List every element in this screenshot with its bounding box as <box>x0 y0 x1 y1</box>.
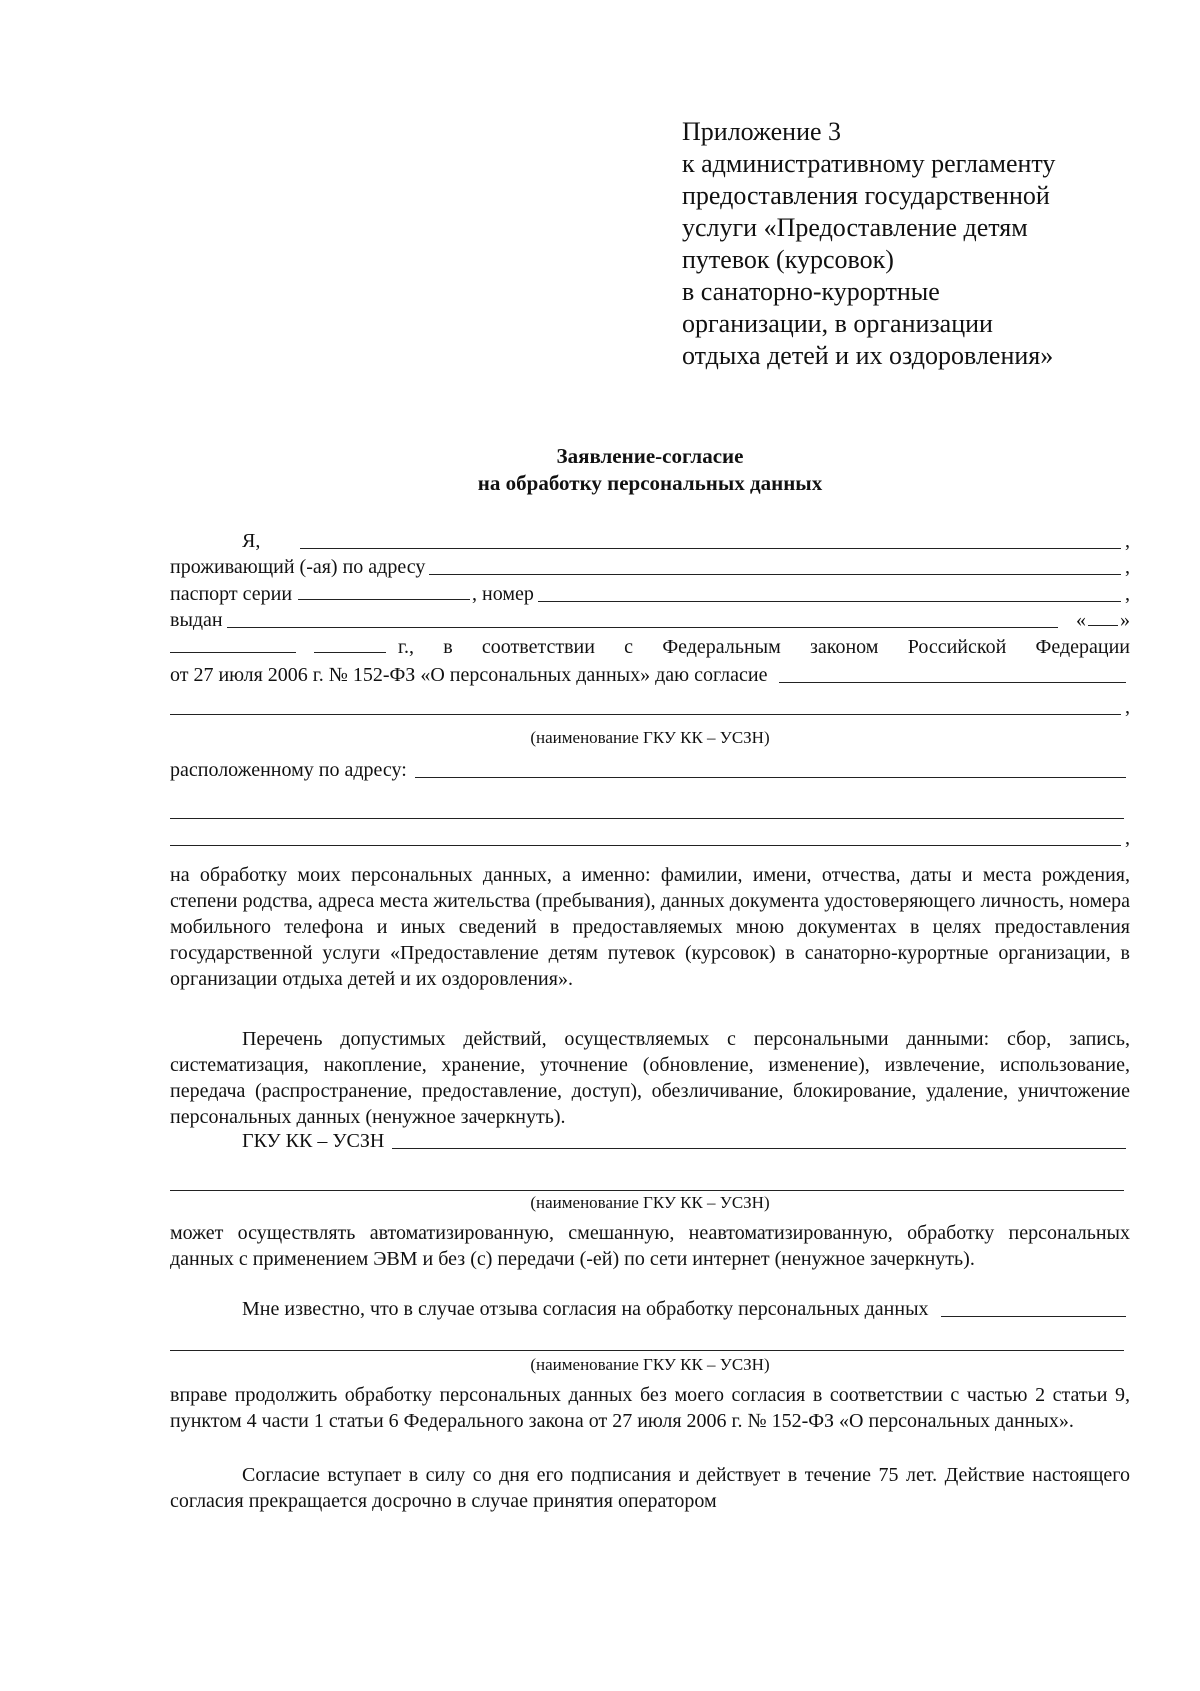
consent-line <box>170 664 1130 687</box>
withdrawal-text: Мне известно, что в случае отзыва согласия на обработку персональных данных <box>242 1298 929 1320</box>
title-line-2: на обработку персональных данных <box>477 471 823 495</box>
passport-line <box>170 583 1130 606</box>
passport-series-label: паспорт серии <box>170 583 293 605</box>
withdrawal-org-field[interactable] <box>941 1315 1126 1317</box>
title-line-1: Заявление-согласие <box>556 444 744 468</box>
withdrawal-org-field-2[interactable] <box>170 1350 1124 1351</box>
withdrawal-line <box>170 1298 1130 1321</box>
comma: , <box>1125 696 1130 718</box>
paragraph-continue-processing: вправе продолжить обработку персональных данных без моего согласия в соответствии с частью 2 статьи 9, пунктом 4 части 1 статьи 6 Федерального закона от 27 июля 2006 г. № 152-ФЗ «О персональных данных». <box>170 1384 1130 1432</box>
number-label: , номер <box>472 583 534 605</box>
appendix-line: Приложение 3 <box>682 117 842 146</box>
ya-label: Я, <box>242 530 261 552</box>
law-reference-text: г., в соответствии с Федеральным законом Российской Федерации <box>398 636 1130 658</box>
organization-line-2 <box>170 696 1130 719</box>
address-line <box>170 556 1130 579</box>
gku-name-field-2[interactable] <box>170 1190 1124 1191</box>
organization-address-field-2[interactable] <box>170 818 1124 819</box>
gku-name-field[interactable] <box>392 1147 1126 1149</box>
comma: , <box>1125 583 1130 605</box>
name-line <box>170 530 1130 553</box>
law-text: от 27 июля 2006 г. № 152-ФЗ «О персональных данных» даю согласие <box>170 664 768 686</box>
issue-year-field[interactable] <box>314 651 386 653</box>
paragraph-actions: Перечень допустимых действий, осуществляемых с персональными данными: сбор, запись, систематизация, накопление, хранение, уточнение (обновление, изменение), извлечение, использование, передача (распространение, предоставление, доступ), обезличивание, блокирование, удаление, уничтожение персональных данных (ненужное зачеркнуть). <box>170 1028 1130 1128</box>
comma: , <box>1125 530 1130 552</box>
paragraph-data-list: на обработку моих персональных данных, а именно: фамилии, имени, отчества, даты и места рождения, степени родства, адреса места жительства (пребывания), данных документа удостоверяющего личность, номера мобильного телефона и иных сведений в предоставляемых мною документах в целях предоставления государственной услуги «Предоставление детям путевок (курсовок) в санаторно-курортные организации, в организации отдыха детей и их оздоровления». <box>170 864 1130 990</box>
appendix-line: в санаторно-курортные <box>682 277 940 306</box>
organization-field[interactable] <box>779 681 1126 683</box>
organization-field-continued[interactable] <box>170 713 1121 715</box>
appendix-line: отдыха детей и их оздоровления» <box>682 341 1054 370</box>
quote-close: » <box>1120 609 1130 631</box>
located-line <box>170 759 1130 782</box>
paragraph-validity: Согласие вступает в силу со дня его подписания и действует в течение 75 лет. Действие настоящего согласия прекращается досрочно в случае принятия оператором <box>170 1464 1130 1512</box>
appendix-block <box>682 116 1162 372</box>
issue-month-field[interactable] <box>170 651 296 653</box>
passport-number-field[interactable] <box>538 600 1121 602</box>
appendix-line: предоставления государственной <box>682 181 1050 210</box>
comma: , <box>1125 827 1130 849</box>
gku-line <box>170 1130 1130 1153</box>
appendix-line: к административному регламенту <box>682 149 1056 178</box>
caption-organization-name: (наименование ГКУ КК – УСЗН) <box>530 728 770 747</box>
name-field[interactable] <box>300 547 1121 549</box>
appendix-line: путевок (курсовок) <box>682 245 894 274</box>
issue-date-line <box>170 636 1130 659</box>
located-label: расположенному по адресу: <box>170 759 407 781</box>
address-label: проживающий (-ая) по адресу <box>170 556 426 578</box>
paragraph-processing: может осуществлять автоматизированную, смешанную, неавтоматизированную, обработку персональных данных с применением ЭВМ и без (с) передачи (-ей) по сети интернет (ненужное зачеркнуть). <box>170 1222 1130 1270</box>
issued-label: выдан <box>170 609 223 631</box>
quote-open: « <box>1076 609 1086 631</box>
gku-label: ГКУ КК – УСЗН <box>242 1130 385 1152</box>
passport-series-field[interactable] <box>298 598 470 600</box>
caption-organization-name: (наименование ГКУ КК – УСЗН) <box>530 1355 770 1374</box>
document-title <box>170 443 1130 497</box>
appendix-line: организации, в организации <box>682 309 993 338</box>
address-field[interactable] <box>429 573 1121 575</box>
comma: , <box>1125 556 1130 578</box>
organization-address-field[interactable] <box>415 776 1126 778</box>
issued-line <box>170 609 1130 632</box>
issue-day-field[interactable] <box>1088 624 1118 626</box>
organization-address-field-3[interactable] <box>170 844 1121 846</box>
issued-by-field[interactable] <box>227 626 1058 628</box>
organization-address-line-3 <box>170 827 1130 850</box>
appendix-line: услуги «Предоставление детям <box>682 213 1028 242</box>
caption-organization-name: (наименование ГКУ КК – УСЗН) <box>530 1193 770 1212</box>
